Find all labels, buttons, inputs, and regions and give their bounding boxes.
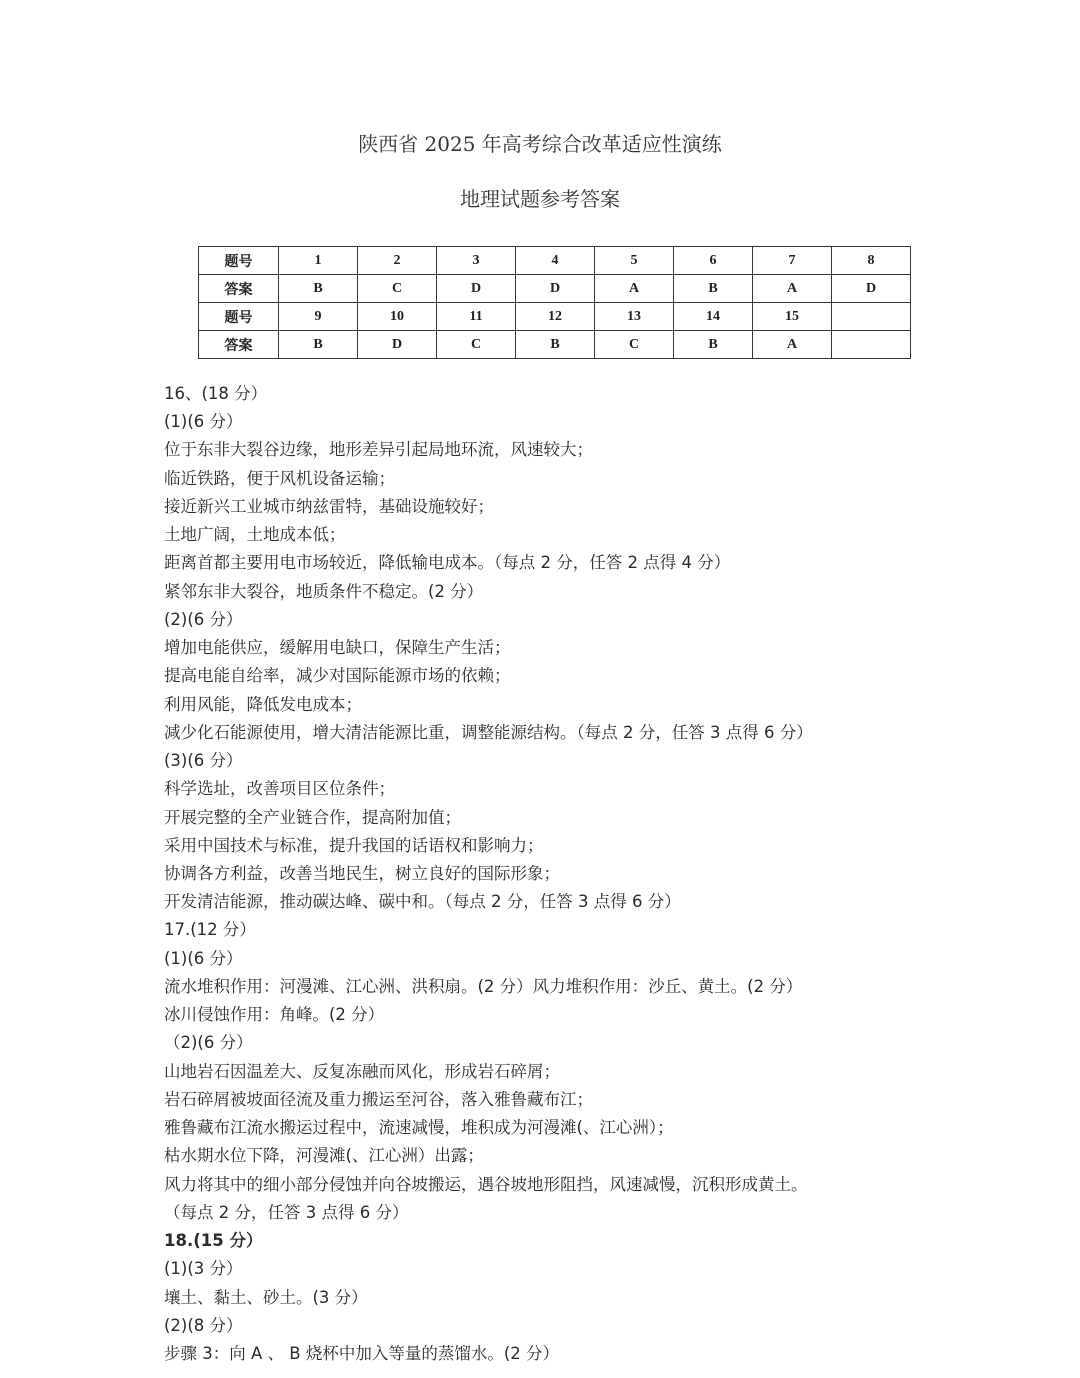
table-cell: 1 [279, 247, 358, 275]
table-cell: D [358, 331, 437, 359]
text-line: 增加电能供应，缓解用电缺口，保障生产生活； [164, 638, 511, 658]
table-cell: 5 [595, 247, 674, 275]
table-cell: C [595, 331, 674, 359]
text-line: 距离首都主要用电市场较近，降低输电成本。（每点 2 分，任答 2 点得 4 分） [164, 553, 731, 573]
table-cell: 15 [753, 303, 832, 331]
text-line: (1)(6 分） [164, 412, 243, 432]
table-cell: 7 [753, 247, 832, 275]
answer-body [164, 380, 813, 1368]
table-row [199, 247, 911, 275]
text-line: 土地广阔，土地成本低； [164, 525, 346, 545]
table-cell: C [437, 331, 516, 359]
text-line: 壤土、黏土、砂土。(3 分） [164, 1287, 368, 1307]
table-cell: B [279, 275, 358, 303]
table-cell: 2 [358, 247, 437, 275]
text-line: 步骤 3：向 A 、 B 烧杯中加入等量的蒸馏水。(2 分） [164, 1343, 560, 1363]
table-cell: B [674, 331, 753, 359]
table-row [199, 331, 911, 359]
text-line: 位于东非大裂谷边缘，地形差异引起局地环流，风速较大； [164, 440, 593, 460]
table-cell: B [674, 275, 753, 303]
row-header: 答案 [199, 275, 279, 303]
text-line: 17.(12 分） [164, 920, 256, 940]
text-line: 18.(15 分） [164, 1231, 263, 1251]
text-line: 采用中国技术与标准，提升我国的话语权和影响力； [164, 835, 544, 855]
text-line: 协调各方利益，改善当地民生，树立良好的国际形象； [164, 863, 560, 883]
text-line: 枯水期水位下降，河漫滩(、江心洲）出露； [164, 1146, 484, 1166]
table-cell: D [832, 275, 911, 303]
text-line: 开展完整的全产业链合作，提高附加值； [164, 807, 461, 827]
text-line: 利用风能，降低发电成本； [164, 694, 362, 714]
text-line: 16、(18 分） [164, 384, 268, 403]
text-line: （每点 2 分，任答 3 点得 6 分） [164, 1202, 409, 1222]
table-row [199, 275, 911, 303]
text-line: 提高电能自给率，减少对国际能源市场的依赖； [164, 666, 511, 686]
text-line: 科学选址，改善项目区位条件； [164, 779, 395, 799]
text-line: 岩石碎屑被坡面径流及重力搬运至河谷，落入雅鲁藏布江； [164, 1089, 593, 1109]
table-cell: 9 [279, 303, 358, 331]
text-line: 风力将其中的细小部分侵蚀并向谷坡搬运，遇谷坡地形阻挡，风速减慢，沉积形成黄土。 [164, 1174, 808, 1194]
table-cell: A [753, 331, 832, 359]
table-cell: 4 [516, 247, 595, 275]
table-row [199, 303, 911, 331]
text-line: 接近新兴工业城市纳兹雷特，基础设施较好； [164, 496, 494, 516]
table-cell: B [279, 331, 358, 359]
text-line: (2)(6 分） [164, 609, 243, 629]
table-cell: 8 [832, 247, 911, 275]
table-cell [832, 303, 911, 331]
table-cell [832, 331, 911, 359]
document-subtitle: 地理试题参考答案 [460, 187, 620, 211]
text-line: 减少化石能源使用，增大清洁能源比重，调整能源结构。（每点 2 分，任答 3 点得 6 分） [164, 722, 813, 742]
table-cell: A [753, 275, 832, 303]
table-cell: D [516, 275, 595, 303]
table-cell: D [437, 275, 516, 303]
row-header: 题号 [199, 247, 279, 275]
text-line: 开发清洁能源，推动碳达峰、碳中和。（每点 2 分，任答 3 点得 6 分） [164, 892, 681, 912]
table-cell: 11 [437, 303, 516, 331]
text-line: 山地岩石因温差大、反复冻融而风化，形成岩石碎屑； [164, 1061, 560, 1081]
table-cell: 6 [674, 247, 753, 275]
table-cell: B [516, 331, 595, 359]
table-cell: A [595, 275, 674, 303]
text-line: (2)(8 分） [164, 1315, 243, 1335]
table-cell: 12 [516, 303, 595, 331]
table-cell: 3 [437, 247, 516, 275]
answer-table [198, 246, 911, 359]
document-title: 陕西省 2025 年高考综合改革适应性演练 [358, 132, 722, 156]
text-line: 紧邻东非大裂谷，地质条件不稳定。(2 分） [164, 581, 484, 601]
row-header: 题号 [199, 303, 279, 331]
text-line: 流水堆积作用：河漫滩、江心洲、洪积扇。(2 分）风力堆积作用：沙丘、黄土。(2 分） [164, 976, 803, 996]
row-header: 答案 [199, 331, 279, 359]
text-line: 冰川侵蚀作用：角峰。(2 分） [164, 1005, 385, 1025]
text-line: 雅鲁藏布江流水搬运过程中，流速减慢，堆积成为河漫滩(、江心洲）； [164, 1118, 674, 1138]
text-line: (1)(3 分） [164, 1259, 243, 1279]
table-cell: 10 [358, 303, 437, 331]
text-line: 临近铁路，便于风机设备运输； [164, 468, 395, 488]
text-line: （2)(6 分） [164, 1033, 253, 1053]
text-line: (1)(6 分） [164, 948, 243, 968]
table-cell: 13 [595, 303, 674, 331]
table-cell: 14 [674, 303, 753, 331]
text-line: (3)(6 分） [164, 751, 243, 771]
table-cell: C [358, 275, 437, 303]
